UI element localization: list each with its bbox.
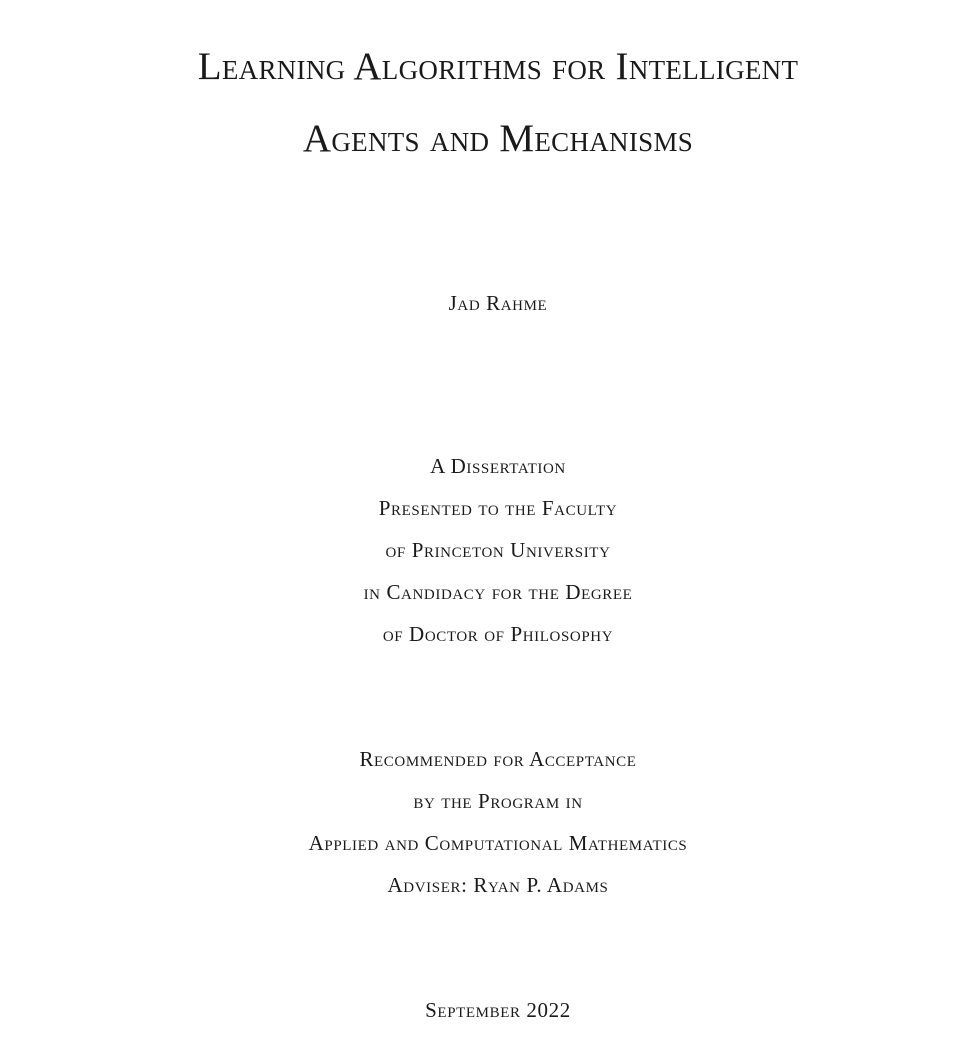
dissertation-title-line-1: Learning Algorithms for Intelligent bbox=[197, 45, 799, 88]
author-name: Jad Rahme bbox=[448, 291, 548, 315]
submission-date: September 2022 bbox=[425, 998, 571, 1022]
dissertation-statement-line: of Doctor of Philosophy bbox=[382, 622, 614, 646]
dissertation-statement-line: of Princeton University bbox=[385, 538, 611, 562]
dissertation-statement-line: in Candidacy for the Degree bbox=[363, 580, 633, 604]
recommendation-line: Applied and Computational Mathematics bbox=[308, 831, 688, 855]
dissertation-statement-line: A Dissertation bbox=[430, 454, 566, 478]
dissertation-statement-line: Presented to the Faculty bbox=[378, 496, 618, 520]
adviser-line: Adviser: Ryan P. Adams bbox=[387, 873, 609, 897]
dissertation-title-line-2: Agents and Mechanisms bbox=[302, 117, 694, 160]
recommendation-line: Recommended for Acceptance bbox=[359, 747, 637, 771]
recommendation-line: by the Program in bbox=[413, 789, 583, 813]
